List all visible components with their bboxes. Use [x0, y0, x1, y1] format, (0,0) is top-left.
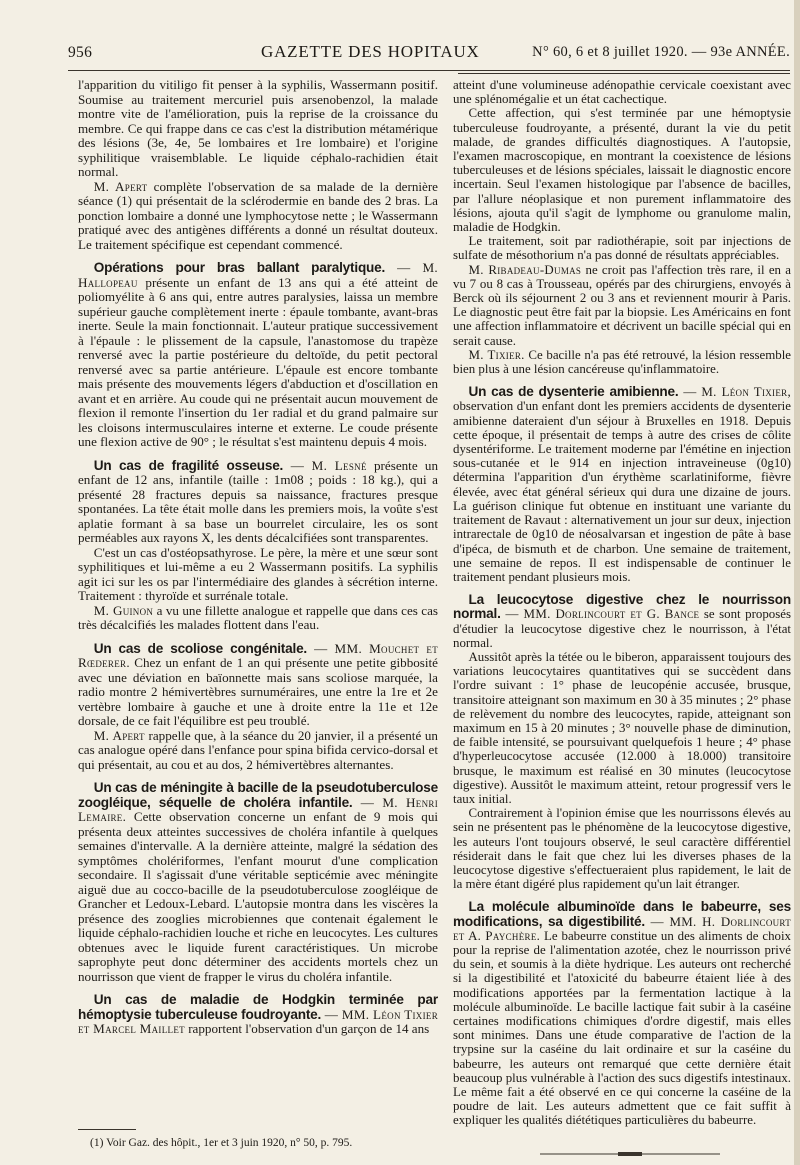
section-leucocytose	[453, 593, 791, 650]
paragraph	[453, 348, 791, 376]
issue-info: N° 60, 6 et 8 juillet 1920. — 93e ANNÉE.	[532, 44, 790, 60]
section-heading: La leucocytose digestive chez le nourrisson normal.	[453, 592, 791, 622]
author-name: — MM. Dorlincourt et G. Bance	[500, 607, 700, 622]
section-heading: Opérations pour bras ballant paralytique.	[93, 260, 386, 275]
section-babeurre	[453, 900, 791, 1127]
author-name: — M. Lesné	[283, 457, 367, 473]
author-name: M. Ribadeau-Dumas	[468, 262, 582, 277]
section-text: présente un enfant de 13 ans qui a été atteint de poliomyélite à 6 ans qui, entre autres paralysies, laissa un membre supérieur gauche complètement inerte : épaule tombante, avant-bras inerte. Seule la main fonctionnait. L'auteur pratique successivement à l'épaule : le plissement de la capsule, l'anastomose du trapèze renversé avec la partie postérieure du deltoïde, du petit pectoral renversé avec sa partie antérieure. L'épaule est encore tombante mais présente des mouvements légers d'abduction et d'oscillation en avant et en arrière. Au coude qui ne présentait aucun mouvement de flexion il remonte l'insertion du 1er radial et du grand palmaire sur les cloisons intermusculaires interne et externe. Le coude présente une flexion active de 90° ; le résultat s'est maintenu depuis 4 mois.	[78, 274, 438, 449]
section-heading: Un cas de méningite à bacille de la pseudotuberculose zoogléique, séquelle de choléra infantile.	[78, 780, 438, 810]
paragraph: Cette affection, qui s'est terminée par une hémoptysie tuberculeuse foudroyante, a présenté, durant la vie du petit malade, de grandes difficultés diagnostiques. A l'autopsie, l'examen macroscopique, en montrant la coexistence de lésions tuberculeuses et de lésions spéciales, laissait le diagnostic encore incertain. Seul l'examen histologique par l'absence de bacilles, par l'allure néoplasique et non purement inflammatoire des lésions, ajouta qu'il s'agit de lymphome ou granulome malin, maladie de Hodgkin.	[453, 106, 791, 235]
section-heading: Un cas de maladie de Hodgkin terminée par hémoptysie tuberculeuse foudroyante.	[78, 992, 438, 1022]
author-name: M. Guinon	[93, 602, 154, 618]
paragraph-text: rappelle que, à la séance du 20 janvier, il a présenté un cas analogue opéré dans l'enfance pour spina bifida cervico-dorsal et qui présentait, au cou et au dos, 2 hémivertèbres alternantes.	[78, 727, 438, 772]
paragraph	[78, 604, 438, 633]
section-bras-ballant	[78, 261, 438, 450]
section-fragilite-osseuse	[78, 459, 438, 546]
paragraph-text: Ce bacille n'a pas été retrouvé, la lésion ressemble bien plus à une lésion cancéreuse qu'inflammatoire.	[453, 347, 792, 377]
author-name: — MM. H. Dorlincourt et A. Paychère.	[453, 914, 791, 943]
author-name: — M. Léon Tixier,	[678, 385, 791, 400]
author-name: — MM. Léon Tixier et Marcel Maillet	[78, 1006, 439, 1036]
author-name: M. Tixier.	[468, 347, 525, 362]
section-heading: Un cas de fragilité osseuse.	[93, 457, 284, 473]
author-name: — M. Hallopeau	[78, 260, 438, 290]
paragraph-text: a vu une fillette analogue et rappelle que dans ces cas très décalcifiés les malades flottent dans l'eau.	[78, 602, 438, 632]
section-text: rapportent l'observation d'un garçon de 14 ans	[184, 1021, 430, 1036]
section-text: Chez un enfant de 1 an qui présente une petite gibbosité avec une déviation en baïonnette mais sans scoliose marquée, la radio montre 2 hémivertèbres surnuméraires, une entre la 1re et 2e vertèbre lombaire à gauche et une à droite entre la 11e et 12e dorsale, de ce fait l'équilibre est peu troublé.	[78, 655, 438, 728]
paragraph: Le traitement, soit par radiothérapie, soit par injections de sulfate de mésothorium n'a pas donné de résultats appréciables.	[453, 234, 791, 263]
section-dysenterie	[453, 385, 791, 584]
footnote-rule	[78, 1129, 136, 1130]
paragraph: Contrairement à l'opinion émise que les nourrissons élevés au sein ne présentent pas le phénomène de la leucocytose digestive, les auteurs l'ont toujours observé, le seul caractère différentiel résiderait dans le fait que chez lui les diverses phases de la leucocytose digestive s'effectueraient plus rapidement, le lait de la mère étant digéré plus rapidement qu'un lait étranger.	[453, 806, 791, 892]
section-text: se sont proposés d'étudier la leucocytose digestive chez le nourrisson, à l'état normal.	[453, 607, 791, 650]
paragraph-text: ne croit pas l'affection très rare, il en a vu 7 ou 8 cas à Trousseau, opérés par des chirurgiens, envoyés à Berck où ils séjournent 2 ou 3 ans et reviennent mourir à Paris. Le diagnostic peut être fait par la biopsie. Les Américains en font une affection inflammatoire et décrivent un bacille spécial qui en serait cause.	[453, 262, 791, 348]
author-name: — MM. Mouchet et Rœderer.	[78, 640, 438, 670]
author-name: M. Apert	[93, 178, 148, 194]
paragraph-text: complète l'observation de sa malade de la dernière séance (1) qui présentait de la sclérodermie en bande des 2 bras. La ponction lombaire a donné une lymphocytose nette ; le Wassermann pratiqué avec des antigènes différents a donné un résultat douteux. Le traitement spécifique est cependant commencé.	[78, 178, 438, 252]
section-text: présente un enfant de 12 ans, infantile (taille : 1m08 ; poids : 18 kg.), qui a présenté 28 fractures depuis sa naissance, fractures presque spontanées. La tête était molle dans les premiers mois, la voûte s'est aplatie formant à sa base un bourrelet circulaire, les os sont perméables aux rayons X, les dents décalcifiées sont transparentes.	[78, 457, 438, 545]
page-number: 956	[68, 44, 93, 61]
header-rule	[68, 70, 790, 71]
paragraph: l'apparition du vitiligo fit penser à la syphilis, Wassermann positif. Soumise au traitement mercuriel puis arsenobenzol, la malade montre vite de l'amélioration, puis la reprise de la croissance du membre. Ce qui frappe dans ce cas c'est la distribution métamérique des lésions (3e, 4e, 5e lombaires et 1re lombaire) et l'origine syphilitique vraisemblable. Le liquide céphalo-rachidien était normal.	[78, 77, 438, 179]
section-hodgkin	[78, 993, 438, 1037]
author-name: — M. Henri Lemaire.	[78, 794, 438, 824]
section-scoliose	[78, 642, 438, 729]
paragraph: atteint d'une volumineuse adénopathie cervicale coexistant avec une splénomégalie et un état cachectique.	[453, 78, 791, 107]
section-heading: Un cas de scoliose congénitale.	[93, 640, 308, 656]
author-name: M. Apert	[93, 727, 145, 743]
left-column	[78, 78, 438, 1037]
footnote: (1) Voir Gaz. des hôpit., 1er et 3 juin 1920, n° 50, p. 795.	[90, 1137, 353, 1149]
paragraph	[78, 729, 438, 773]
paragraph	[453, 263, 791, 348]
page-edge	[794, 0, 800, 1165]
section-text: observation d'un enfant dont les premiers accidents de dysenterie amibienne dateraient d'un séjour à Bruxelles en 1918. Depuis cette époque, il présentait de temps à autre des crises de côlite dysentériforme. Le traitement moderne par l'émétine en injection sous-cutanée et le 914 en injection intraveineuse (0g10) détermina l'apparition d'un érythème scarlatiniforme, fièvre élevée, avec état général sérieux qui dura une dizaine de jours. La guérison clinique fut obtenue en instituant une variante du traitement de Ravaut : alternativement un jour sur deux, injection intrarectale de 0g10 de néosalvarsan et ingestion de pâte à base d'ipéca, de bismuth et de charbon. Une semaine de traitement, une semaine de repos. Il est indispensable de continuer le traitement pendant plusieurs mois.	[453, 399, 791, 584]
end-ornament	[540, 1152, 720, 1156]
section-heading: Un cas de dysenterie amibienne.	[468, 384, 679, 400]
section-meningite	[78, 781, 438, 984]
page-header	[68, 40, 790, 66]
right-column	[453, 78, 791, 1128]
section-text: Cette observation concerne un enfant de 9 mois qui présenta deux atteintes successives de choléra infantile à quelques semaines d'intervalle. A la dernière atteinte, malgré la sédation des symptômes cholériformes, l'enfant mourut d'une complication secondaire. Il s'agissait d'une véritable septicémie avec méningite aiguë due au cocco-bacille de la pseudotuberculose zoogléique de Grancher et Ledoux-Lebard. L'autopsie montra dans les viscères la présence des zooglies microbiennes que contenait également le liquide céphalo-rachidien louche et riche en leucocytes. Les cultures obtenues avec le liquide furent caractéristiques. Un microbe saprophyte peut donc déterminer des accidents mortels chez un nourrisson que vient de frapper le virus du choléra infantile.	[78, 809, 438, 984]
section-heading: La molécule albuminoïde dans le babeurre, ses modifications, sa digestibilité.	[453, 899, 791, 929]
section-text: Le babeurre constitue un des aliments de choix pour la reprise de l'alimentation azotée, chez le nourrisson privé du sein, et soumis à la diète hydrique. Les auteurs ont recherché si la digestibilité et l'atoxicité du babeurre étaient liée à des modifications apportées par la fermentation lactique à la molécule albuminoïde. Le bacille lactique fait subir à la caséine certaines modifications chimiques d'ordre digestif, mais elles sont minimes. Dans une étude comparative de l'action de la trypsine sur la caséine du lait ordinaire et sur la caséine du babeurre, les auteurs ont remarqué que cette dernière était beaucoup plus vulnérable à l'action des sucs digestifs intestinaux. Le même fait a été observé en ce qui concerne la caséine de la poudre de lait. Les auteurs admettent que ce fait suffit à expliquer les qualités diététiques particulières du babeurre.	[453, 928, 792, 1128]
header-rule-secondary	[458, 73, 790, 74]
paragraph: Aussitôt après la tétée ou le biberon, apparaissent toujours des variations leucocytaires quantitatives qui se succèdent dans l'ordre suivant : 1° phase de leucopénie accusée, brusque, transitoire atteignant son maximum en 30 à 35 minutes ; 2° phase de relèvement du nombre des leucocytes, rapide, atteignant son maximum en 15 à 20 minutes ; 3° nouvelle phase de diminution, de faible intensité, se poursuivant quelquefois 1 heure ; 4° phase d'hyperleucocytose accusée (12.000 à 18.000) transitoire brusque, le maximum est réalisé en 30 minutes (leucocytose digestive). Aussitôt le maximum atteint, retour progressif vers le taux initial.	[453, 649, 791, 806]
paragraph: C'est un cas d'ostéopsathyrose. Le père, la mère et une sœur sont syphilitiques et lui-même a eu 2 Wassermann positifs. La syphilis agit ici sur les os par l'intermédiaire des glandes à sécrétion interne. Traitement : thyroïde et surrénale totale.	[78, 544, 438, 603]
journal-title: GAZETTE DES HOPITAUX	[261, 42, 480, 61]
paragraph	[78, 180, 438, 253]
